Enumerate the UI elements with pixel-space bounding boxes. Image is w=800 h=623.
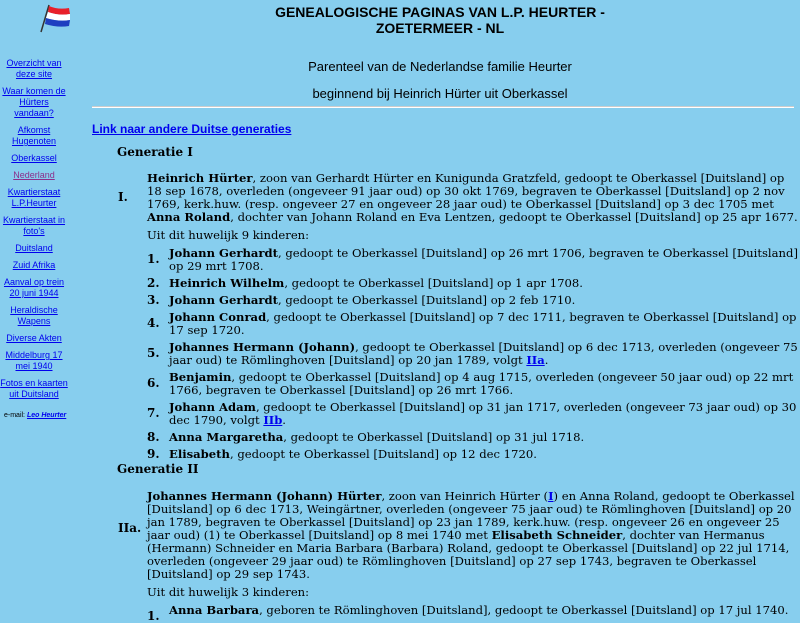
child-item [147, 431, 798, 444]
child-name: Johannes Hermann (Johann) [169, 340, 356, 354]
child-number: 1. [147, 609, 160, 623]
person-description [147, 490, 798, 581]
child-details-end: . [544, 353, 549, 367]
nav-kwartierstaat[interactable]: Kwartierstaat L.P.Heurter [7, 187, 61, 208]
person-details: , zoon van Gerhardt Hürter en Kunigunda Gratzfeld, gedoopt te Oberkassel [Duitsland] op 18 sep 1678, overleden (ongeveer 91 jaar oud) op 30 okt 1769, begraven te Oberkassel [Duitsland] op 2 nov 1769, kerk.huw. (resp. ongeveer 27 en ongeveer 28 jaar oud) te Oberkassel [Duitsland] op 3 dec 1705 met [147, 171, 785, 211]
person-entry [118, 490, 798, 621]
page-title: Parenteel van de Nederlandse familie Heurter [308, 59, 572, 74]
child-number: 3. [147, 293, 160, 307]
child-number: 2. [147, 276, 160, 290]
generation-link[interactable]: IIb [263, 413, 283, 427]
nav-heraldische-wapens[interactable]: Heraldische Wapens [10, 305, 58, 326]
child-name: Anna Barbara [169, 603, 260, 617]
child-number: 4. [147, 316, 160, 330]
child-details: , gedoopt te Oberkassel [Duitsland] op 26 mrt 1706, begraven te Oberkassel [Duitsland] op 29 mrt 1708. [169, 246, 798, 273]
nav-herkomst[interactable]: Waar komen de Hürters vandaan? [2, 86, 66, 118]
generation-number: I. [118, 190, 128, 204]
email-label: e-mail: [4, 412, 26, 419]
person-description [147, 172, 798, 224]
child-item [147, 247, 798, 273]
child-number: 9. [147, 447, 160, 461]
child-details: , gedoopt te Oberkassel [Duitsland] op 2 feb 1710. [277, 293, 576, 307]
email-line [0, 410, 68, 421]
child-item [147, 294, 798, 307]
child-details: , geboren te Römlinghoven [Duitsland], gedoopt te Oberkassel [Duitsland] op 17 jul 1740. [259, 603, 789, 617]
child-name: Johann Gerhardt [169, 293, 278, 307]
child-item [147, 401, 798, 427]
children-intro: Uit dit huwelijk 9 kinderen: [147, 228, 310, 242]
child-details-end: . [282, 413, 286, 427]
child-number: 8. [147, 430, 160, 444]
email-link[interactable]: Leo Heurter [26, 412, 67, 419]
child-details: , gedoopt te Oberkassel [Duitsland] op 4 aug 1715, overleden (ongeveer 50 jaar oud) op 22 mrt 1766, begraven te Oberkassel [Duitsland] op 26 mrt 1766. [169, 370, 794, 397]
person-details: ) en Anna Roland, gedoopt te Oberkassel [Duitsland] op 6 dec 1713, Weingärtner, overleden (ongeveer 75 jaar oud) te Römlinghoven [Duitsland] op 20 jan 1789, begraven te Oberkassel [Duitsland] op 23 jan 1789, kerk.huw. (resp. ongeveer 26 en ongeveer 25 jaar oud) (1) te Oberkassel [Duitsland] op 8 mei 1740 met [147, 489, 795, 542]
child-item [147, 277, 798, 290]
spouse-details: , dochter van Johann Roland en Eva Lentzen, gedoopt te Oberkassel [Duitsland] op 25 apr 1677. [230, 210, 798, 224]
child-details: , gedoopt te Oberkassel [Duitsland] op 7 dec 1711, begraven te Oberkassel [Duitsland] op 17 sep 1720. [169, 310, 797, 337]
person-details: , zoon van Heinrich Hürter ( [381, 489, 549, 503]
nav-aanval-trein[interactable]: Aanval op trein 20 juni 1944 [3, 277, 65, 298]
child-details: , gedoopt te Oberkassel [Duitsland] op 12 dec 1720. [229, 447, 537, 461]
child-name: Benjamin [169, 370, 232, 384]
nav-middelburg[interactable]: Middelburg 17 mei 1940 [5, 350, 63, 371]
child-number: 7. [147, 406, 160, 420]
children-list [147, 603, 798, 623]
person-name: Heinrich Hürter [147, 171, 253, 185]
nav-oberkassel[interactable]: Oberkassel [11, 153, 57, 163]
child-name: Johann Adam [169, 400, 256, 414]
sidebar-nav [0, 58, 68, 421]
child-item [147, 371, 798, 397]
child-name: Heinrich Wilhelm [169, 276, 285, 290]
nav-hugenoten[interactable]: Afkomst Hugenoten [11, 125, 57, 146]
spouse-name: Elisabeth Schneider [491, 528, 623, 542]
person-entry [118, 172, 798, 465]
nav-nederland[interactable]: Nederland [13, 170, 55, 180]
child-details: , gedoopt te Oberkassel [Duitsland] op 1 apr 1708. [284, 276, 583, 290]
person-name: Johannes Hermann (Johann) Hürter [147, 489, 382, 503]
child-item [147, 603, 798, 623]
nav-diverse-akten[interactable]: Diverse Akten [6, 333, 62, 343]
generation-heading: Generatie I [117, 145, 193, 159]
child-details: , gedoopt te Oberkassel [Duitsland] op 31 jan 1717, overleden (ongeveer 73 jaar oud) op 30 dec 1790, volgt [169, 400, 797, 427]
child-number: 5. [147, 346, 160, 360]
generation-link[interactable]: IIa [526, 353, 545, 367]
nav-zuid-afrika[interactable]: Zuid Afrika [12, 260, 56, 270]
child-name: Anna Margaretha [169, 430, 284, 444]
child-details: , gedoopt te Oberkassel [Duitsland] op 31 jul 1718. [283, 430, 585, 444]
nav-kwartierstaat-fotos[interactable]: Kwartierstaat in foto's [2, 215, 66, 236]
children-list [147, 247, 798, 461]
child-name: Johann Conrad [169, 310, 267, 324]
generation-link[interactable]: I [548, 489, 554, 503]
children-intro: Uit dit huwelijk 3 kinderen: [147, 585, 310, 599]
generation-number: IIa. [118, 521, 142, 535]
site-title: GENEALOGISCHE PAGINAS VAN L.P. HEURTER - ZOETERMEER - NL [275, 4, 605, 36]
spouse-details: , dochter van Hermanus (Hermann) Schneider en Maria Barbara (Barbara) Roland, gedoopt te Oberkassel [Duitsland] op 22 jul 1714, overleden (ongeveer 29 jaar oud) te Römlinghoven [Duitsland] op 27 sep 1743, begraven te Oberkassel [Duitsland] op 29 sep 1743. [147, 528, 790, 581]
generation-heading: Generatie II [117, 462, 199, 476]
divider [92, 106, 794, 108]
child-details: , gedoopt te Oberkassel [Duitsland] op 6 dec 1713, overleden (ongeveer 75 jaar oud) te Römlinghoven [Duitsland] op 20 jan 1789, volgt [169, 340, 798, 367]
nav-overzicht[interactable]: Overzicht van deze site [6, 58, 62, 79]
nav-fotos-kaarten[interactable]: Fotos en kaarten uit Duitsland [0, 378, 68, 399]
page-subtitle: beginnend bij Heinrich Hürter uit Oberkassel [312, 86, 568, 101]
child-item [147, 311, 798, 337]
child-item [147, 341, 798, 367]
child-number: 1. [147, 252, 160, 266]
child-number: 6. [147, 376, 160, 390]
other-generations-link[interactable]: Link naar andere Duitse generaties [92, 122, 292, 136]
child-name: Elisabeth [169, 447, 230, 461]
nav-duitsland[interactable]: Duitsland [15, 243, 53, 253]
child-item [147, 448, 798, 461]
dutch-flag-icon [38, 2, 72, 34]
child-name: Johann Gerhardt [169, 246, 278, 260]
spouse-name: Anna Roland [147, 210, 231, 224]
